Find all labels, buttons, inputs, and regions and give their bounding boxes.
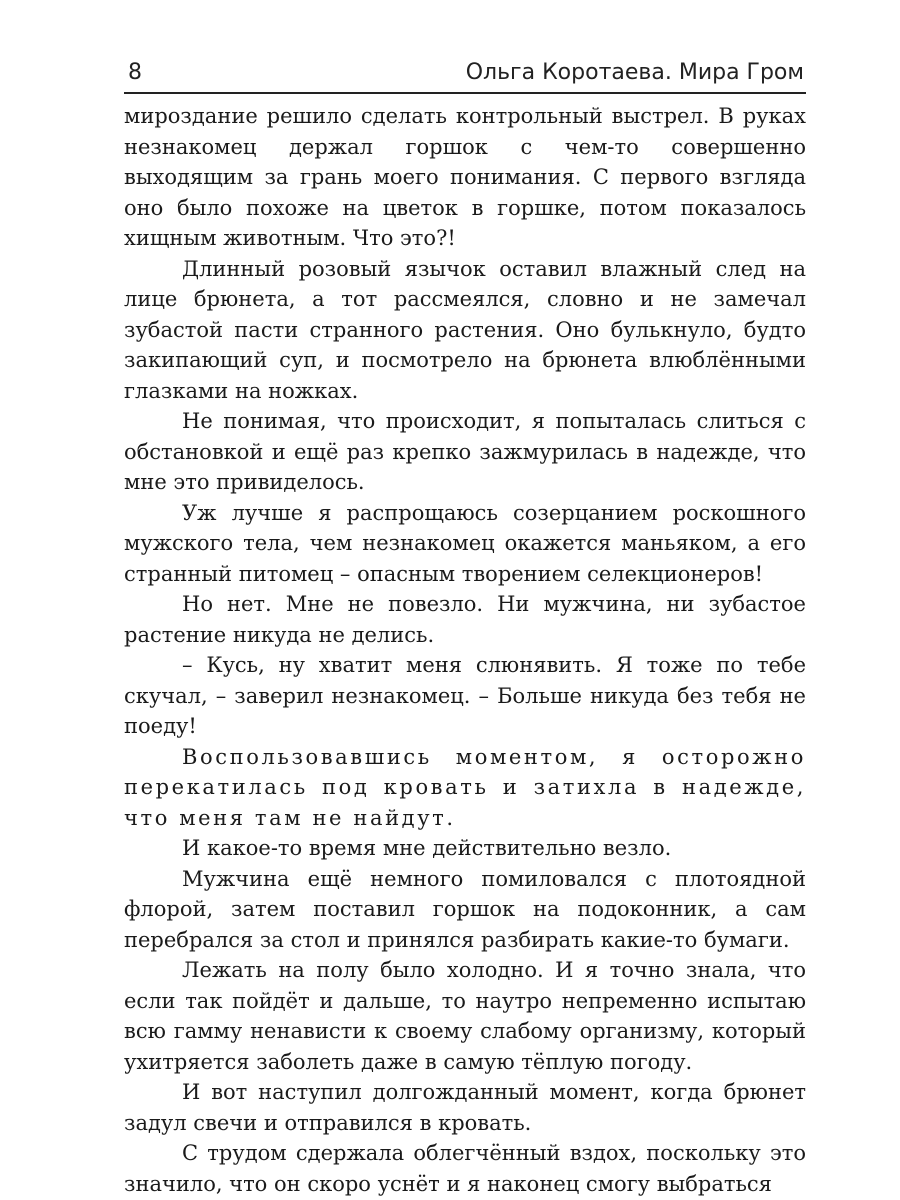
- paragraph: И вот наступил долгожданный момент, когда брюнет задул свечи и отправился в кровать.: [124, 1080, 806, 1135]
- body-text: [124, 101, 806, 1199]
- paragraph: Воспользовавшись моментом, я осторожно перекатилась под кровать и затихла в надежде, что меня там не найдут.: [124, 744, 806, 830]
- paragraph: Не понимая, что происходит, я попыталась слиться с обстановкой и ещё раз крепко зажмурилась в надежде, что мне это привиделось.: [124, 409, 806, 494]
- paragraph: мироздание решило сделать контрольный выстрел. В руках незнакомец держал горшок с чем-то совершенно выходящим за грань моего понимания. С первого взгляда оно было похоже на цветок в горшке, потом показалось хищным животным. Что это?!: [124, 104, 806, 250]
- paragraph: Уж лучше я распрощаюсь созерцанием роскошного мужского тела, чем незнакомец окажется маньяком, а его странный питомец – опасным творением селекционеров!: [124, 500, 806, 586]
- page-number: 8: [128, 60, 142, 85]
- running-title: Ольга Коротаева. Мира Гром: [465, 60, 804, 85]
- paragraph: И какое-то время мне действительно везло.: [182, 836, 672, 860]
- paragraph: Мужчина ещё немного помиловался с плотоядной флорой, затем поставил горшок на подоконник, а сам перебрался за стол и принялся разбирать какие-то бумаги.: [124, 866, 806, 952]
- paragraph: Длинный розовый язычок оставил влажный след на лице брюнета, а тот рассмеялся, словно и не замечал зубастой пасти странного растения. Оно булькнуло, будто закипающий суп, и посмотрело на брюнета влюблёнными глазками на ножках.: [124, 256, 806, 403]
- paragraph: Но нет. Мне не повезло. Ни мужчина, ни зубастое растение никуда не делись.: [124, 592, 806, 647]
- page-header: [124, 56, 806, 94]
- paragraph: С трудом сдержала облегчённый вздох, поскольку это значило, что он скоро уснёт и я наконец смогу выбраться: [124, 1141, 806, 1196]
- paragraph: Лежать на полу было холодно. И я точно знала, что если так пойдёт и дальше, то наутро непременно испытаю всю гамму ненависти к своему слабому организму, который ухитряется заболеть даже в самую тёплую погоду.: [124, 958, 806, 1074]
- paragraph: – Кусь, ну хватит меня слюнявить. Я тоже по тебе скучал, – заверил незнакомец. – Больше никуда без тебя не поеду!: [124, 653, 806, 738]
